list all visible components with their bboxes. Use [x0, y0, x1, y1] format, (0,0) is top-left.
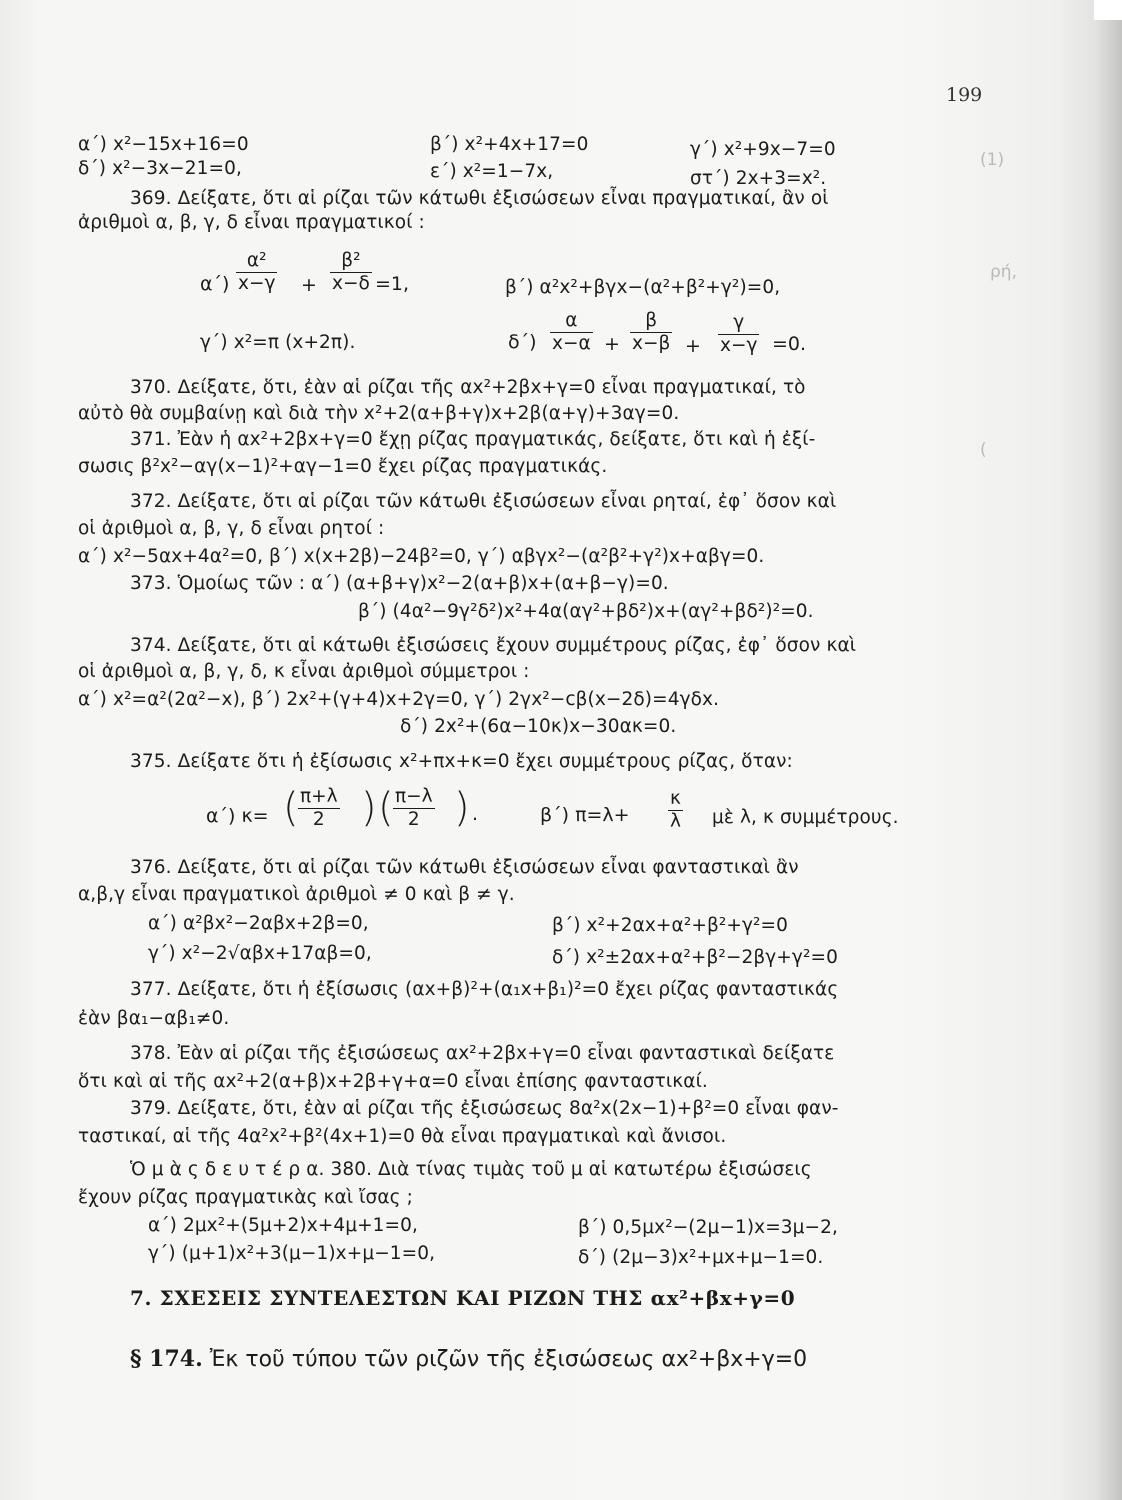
exercise-378-line: 378. Ἐὰν αἱ ρίζαι τῆς ἐξισώσεως αx²+2βx+γ=0 εἶναι φανταστικαὶ δείξατε — [130, 1043, 835, 1064]
fraction-numerator: β — [630, 310, 672, 333]
text-line: γ΄) x²−2√αβx+17αβ=0, — [148, 943, 372, 964]
fraction-numerator: π+λ — [300, 786, 338, 807]
page-binding-shadow — [1096, 0, 1122, 1500]
section-174 — [130, 1346, 807, 1372]
text-line: στ΄) 2x+3=x². — [690, 168, 827, 189]
show-through-mark: ( — [980, 440, 987, 460]
text-line: γ΄) x²=π (x+2π). — [200, 332, 356, 353]
text-line: α΄) α²βx²−2αβx+2β=0, — [148, 913, 369, 934]
text-line: β΄) x²+4x+17=0 — [430, 134, 589, 155]
fraction-numerator: α² — [236, 250, 277, 273]
text-line: α΄) x²−5αx+4α²=0, β΄) x(x+2β)−24β²=0, γ΄) αβγx²−(α²β²+γ²)x+αβγ=0. — [78, 546, 765, 567]
formula-text: . — [472, 803, 479, 825]
text-line: αὐτὸ θὰ συμβαίνῃ καὶ διὰ τὴν x²+2(α+β+γ)x+2β(α+γ)+3αγ=0. — [78, 403, 680, 424]
formula-text: =0. — [772, 333, 807, 355]
text-line: δ΄) (2μ−3)x²+μx+μ−1=0. — [578, 1247, 824, 1268]
fraction-numerator: π−λ — [395, 786, 433, 807]
fraction — [236, 250, 277, 295]
fraction — [298, 786, 340, 831]
exercise-377-line: 377. Δείξατε, ὅτι ἡ ἐξίσωσις (αx+β)²+(α₁x+β₁)²=0 ἔχει ρίζας φανταστικάς — [130, 979, 839, 1000]
formula-label: α΄) κ= — [206, 805, 269, 827]
show-through-mark: (1) — [980, 150, 1005, 170]
fraction-denominator: x−β — [632, 333, 671, 354]
fraction-denominator: 2 — [407, 809, 420, 830]
text-line: α΄) x²=α²(2α²−x), β΄) 2x²+(γ+4)x+2γ=0, γ΄) 2γx²−cβ(x−2δ)=4γδx. — [78, 689, 720, 710]
text-line: δ΄) 2x²+(6α−10κ)x−30ακ=0. — [400, 716, 677, 737]
formula-label: α΄) — [200, 273, 230, 295]
text-line: δ΄) x²±2αx+α²+β²−2βγ+γ²=0 — [552, 947, 838, 968]
fraction — [393, 786, 435, 831]
fraction — [668, 788, 683, 833]
text-line: ἐὰν βα₁−αβ₁≠0. — [78, 1008, 230, 1029]
text-line: οἱ ἀριθμοὶ α, β, γ, δ εἶναι ρητοί : — [78, 518, 385, 539]
exercise-372-line: 372. Δείξατε, ὅτι αἱ ρίζαι τῶν κάτωθι ἐξισώσεων εἶναι ρηταί, ἐφ᾽ ὅσον καὶ — [130, 491, 837, 512]
exercise-379-line: 379. Δείξατε, ὅτι, ἐὰν αἱ ρίζαι τῆς ἐξισώσεως 8α²x(2x−1)+β²=0 εἶναι φαν- — [130, 1098, 839, 1119]
exercise-371-line: 371. Ἐὰν ἡ αx²+2βx+γ=0 ἔχῃ ρίζας πραγματικάς, δείξατε, ὅτι καὶ ἡ ἐξί- — [130, 429, 816, 450]
chapter-heading: 7. ΣΧΕΣΕΙΣ ΣΥΝΤΕΛΕΣΤΩΝ ΚΑΙ ΡΙΖΩΝ ΤΗΣ αx²+βx+γ=0 — [130, 1286, 796, 1310]
fraction-denominator: x−γ — [720, 335, 758, 356]
fraction-denominator: λ — [670, 811, 681, 832]
text-line: β΄) x²+2αx+α²+β²+γ²=0 — [552, 915, 789, 936]
exercise-373-line: 373. Ὁμοίως τῶν : α΄) (α+β+γ)x²−2(α+β)x+(α+β−γ)=0. — [130, 573, 669, 594]
open-paren: ( — [283, 785, 299, 831]
fraction-numerator: γ — [718, 312, 759, 335]
text-line: σωσις β²x²−αγ(x−1)²+αγ−1=0 ἔχει ρίζας πραγματικάς. — [78, 456, 608, 477]
text-line: ἀριθμοὶ α, β, γ, δ εἶναι πραγματικοί : — [78, 212, 425, 233]
fraction-denominator: 2 — [312, 809, 325, 830]
open-paren: ( — [378, 785, 394, 831]
text-line: ταστικαί, αἱ τῆς 4α²x²+β²(4x+1)=0 θὰ εἶναι πραγματικαὶ καὶ ἄνισοι. — [78, 1126, 727, 1147]
close-paren: ) — [454, 785, 470, 831]
fraction-denominator: x−δ — [332, 273, 370, 294]
fraction-denominator: x−γ — [238, 273, 276, 294]
exercise-376-line: 376. Δείξατε, ὅτι αἱ ρίζαι τῶν κάτωθι ἐξισώσεων εἶναι φανταστικαὶ ἂν — [130, 857, 799, 878]
text-line: γ΄) (μ+1)x²+3(μ−1)x+μ−1=0, — [148, 1243, 436, 1264]
page-corner — [1094, 0, 1122, 20]
text-line: οἱ ἀριθμοὶ α, β, γ, δ, κ εἶναι ἀριθμοὶ σύμμετροι : — [78, 661, 530, 682]
fraction — [718, 312, 759, 357]
exercise-380-line: Ὁ μ ὰ ς δ ε υ τ έ ρ α. 380. Διὰ τίνας τιμὰς τοῦ μ αἱ κατωτέρω ἐξισώσεις — [130, 1159, 812, 1180]
text-line: β΄) α²x²+βγx−(α²+β²+γ²)=0, — [505, 277, 781, 298]
plus-sign: + — [301, 274, 317, 296]
formula-label: δ΄) — [508, 331, 537, 353]
text-line: μὲ λ, κ συμμέτρους. — [712, 807, 899, 828]
close-paren: ) — [361, 785, 377, 831]
fraction — [330, 250, 372, 295]
formula-label: β΄) π=λ+ — [540, 804, 630, 826]
section-text: Ἐκ τοῦ τύπου τῶν ριζῶν τῆς ἐξισώσεως αx²+βx+γ=0 — [209, 1347, 808, 1372]
text-line: α΄) x²−15x+16=0 — [78, 134, 249, 155]
text-line: ἔχουν ρίζας πραγματικὰς καὶ ἴσας ; — [78, 1187, 413, 1208]
fraction — [630, 310, 672, 355]
exercise-370-line: 370. Δείξατε, ὅτι, ἐὰν αἱ ρίζαι τῆς αx²+2βx+γ=0 εἶναι πραγματικαί, τὸ — [130, 377, 806, 398]
text-line: γ΄) x²+9x−7=0 — [690, 139, 836, 160]
text-line: ὅτι καὶ αἱ τῆς αx²+2(α+β)x+2β+γ+α=0 εἶναι ἐπίσης φανταστικαί. — [78, 1071, 708, 1092]
fraction-denominator: x−α — [552, 333, 591, 354]
text-line: α,β,γ εἶναι πραγματικοὶ ἀριθμοὶ ≠ 0 καὶ β ≠ γ. — [78, 884, 515, 905]
section-mark: § 174. — [130, 1346, 203, 1372]
fraction — [550, 310, 593, 355]
text-line: β΄) (4α²−9γ²δ²)x²+4α(αγ²+βδ²)x+(αγ²+βδ²)²=0. — [358, 601, 814, 622]
fraction-numerator: β² — [330, 250, 372, 273]
text-line: α΄) 2μx²+(5μ+2)x+4μ+1=0, — [148, 1215, 419, 1236]
exercise-369-line: 369. Δείξατε, ὅτι αἱ ρίζαι τῶν κάτωθι ἐξισώσεων εἶναι πραγματικαί, ἂν οἱ — [130, 188, 829, 209]
plus-sign: + — [604, 333, 620, 355]
formula-text: =1, — [375, 273, 410, 295]
exercise-375-line: 375. Δείξατε ὅτι ἡ ἐξίσωσις x²+πx+κ=0 ἔχει συμμέτρους ρίζας, ὅταν: — [130, 751, 793, 772]
page-number: 199 — [946, 84, 983, 106]
text-line: ε΄) x²=1−7x, — [430, 161, 554, 182]
text-line: β΄) 0,5μx²−(2μ−1)x=3μ−2, — [578, 1217, 838, 1238]
exercise-374-line: 374. Δείξατε, ὅτι αἱ κάτωθι ἐξισώσεις ἔχουν συμμέτρους ρίζας, ἐφ᾽ ὅσον καὶ — [130, 635, 857, 656]
show-through-mark: ρή, — [990, 262, 1017, 282]
fraction-numerator: κ — [668, 788, 683, 811]
plus-sign: + — [685, 335, 701, 357]
fraction-numerator: α — [550, 310, 593, 333]
text-line: δ΄) x²−3x−21=0, — [78, 158, 242, 179]
